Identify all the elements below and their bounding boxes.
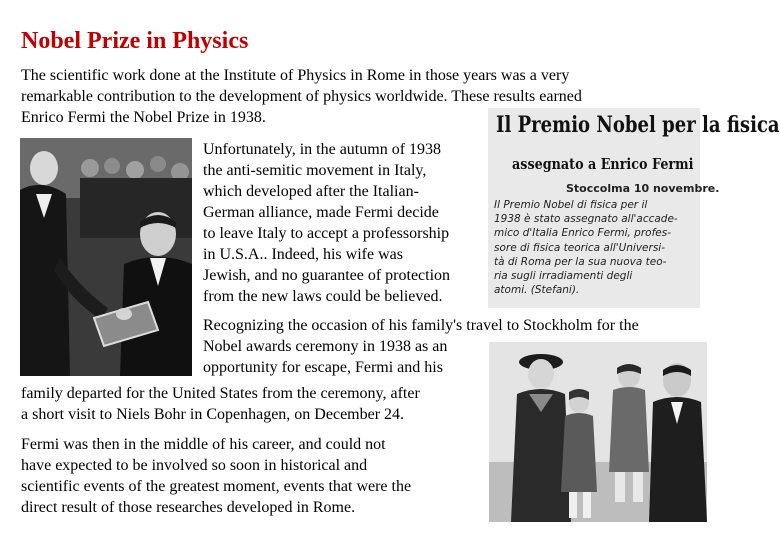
emigration-paragraph (203, 139, 450, 307)
clipping-subheadline: assegnato a Enrico Fermi (512, 155, 694, 173)
text-line: which developed after the Italian- (203, 183, 419, 200)
text-line: scientific events of the greatest moment, events that were the (21, 478, 412, 495)
clipping-line: atomi. (Stefani). (494, 284, 580, 297)
text-line: a short visit to Niels Bohr in Copenhagen, on December 24. (21, 406, 405, 423)
text-line: Nobel awards ceremony in 1938 as an (203, 338, 448, 355)
clipping-line: ria sugli irradiamenti degli (494, 270, 633, 283)
family-photo-illustration (489, 342, 707, 522)
clipping-line: Il Premio Nobel di fisica per il (494, 199, 648, 211)
clipping-line: 1938 è stato assegnato all'accade- (494, 213, 678, 226)
departure-paragraph (21, 383, 420, 425)
closing-paragraph (21, 434, 411, 518)
clipping-body (494, 198, 694, 297)
text-line: remarkable contribution to the development of physics worldwide. These results earned (21, 88, 582, 105)
clipping-line: sore di fisica teorica all'Universi- (494, 241, 666, 254)
text-line: direct result of those researches developed in Rome. (21, 499, 356, 516)
text-line: family departed for the United States from the ceremony, after (21, 385, 420, 402)
page-title: Nobel Prize in Physics (21, 28, 249, 54)
text-line: the anti-semitic movement in Italy, (203, 162, 427, 179)
clipping-headline: Il Premio Nobel per la fisica (496, 112, 780, 138)
clipping-dateline: Stoccolma 10 novembre. (566, 182, 720, 195)
text-line: to leave Italy to accept a professorship (203, 225, 450, 242)
text-line: opportunity for escape, Fermi and his (203, 359, 443, 376)
text-line: in U.S.A.. Indeed, his wife was (203, 246, 403, 263)
text-line: Unfortunately, in the autumn of 1938 (203, 141, 442, 158)
text-line: from the new laws could be believed. (203, 288, 443, 305)
clipping-line: tà di Roma per la sua nuova teo- (494, 255, 667, 268)
text-line: The scientific work done at the Institute of Physics in Rome in those years was a very (21, 67, 570, 84)
text-line: German alliance, made Fermi decide (203, 204, 439, 221)
nobel-ceremony-photo (20, 138, 192, 376)
ceremony-photo-illustration (20, 138, 192, 376)
text-line: Jewish, and no guarantee of protection (203, 267, 451, 284)
text-line: have expected to be involved so soon in historical and (21, 457, 368, 474)
newspaper-clipping (488, 108, 780, 308)
clipping-line: mico d'Italia Enrico Fermi, profes- (494, 227, 672, 240)
fermi-family-photo (489, 342, 707, 522)
text-line: Enrico Fermi the Nobel Prize in 1938. (21, 109, 266, 126)
text-line: Fermi was then in the middle of his career, and could not (21, 436, 386, 453)
text-line: Recognizing the occasion of his family's travel to Stockholm for the (203, 317, 639, 334)
